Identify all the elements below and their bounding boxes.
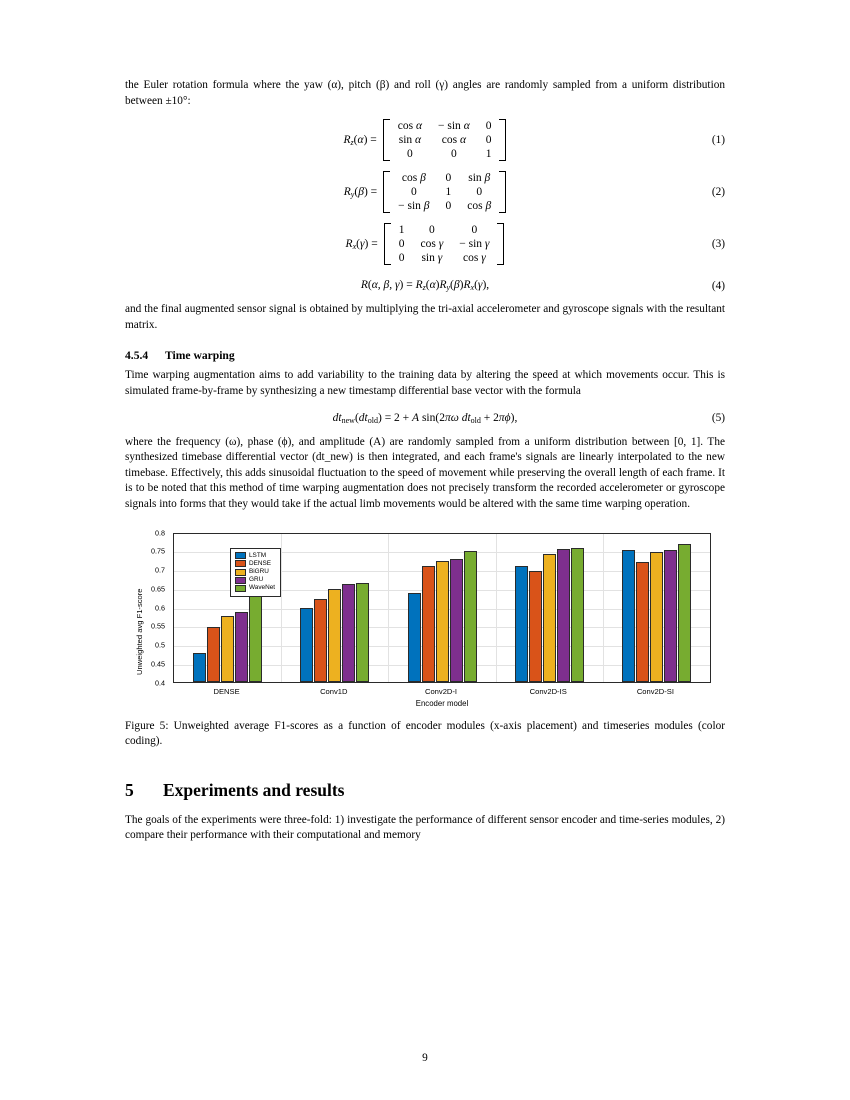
equation-1-lhs: $R_z(\alpha)$ = xyxy=(343,133,377,147)
bar xyxy=(515,566,528,681)
chart-x-axis-label: Encoder model xyxy=(415,698,469,708)
y-tick: 0.65 xyxy=(151,584,165,594)
page-number: 9 xyxy=(422,1052,428,1064)
legend-item xyxy=(235,576,275,584)
legend-swatch xyxy=(235,585,246,592)
legend-item xyxy=(235,568,275,576)
bar xyxy=(356,583,369,682)
bar xyxy=(543,554,556,682)
equation-3 xyxy=(125,223,725,265)
paragraph-time-warping-1: Time warping augmentation aims to add variability to the training data by altering the speed at which movements occur. This is simulated frame-by-frame by synthesizing a new timestamp differential base vector with the formula xyxy=(125,369,725,397)
equation-4-number: (4) xyxy=(711,279,725,292)
bar xyxy=(678,544,691,682)
legend-swatch xyxy=(235,552,246,559)
chart-legend xyxy=(230,548,281,597)
paragraph-after-eq4: and the final augmented sensor signal is obtained by multiplying the tri-axial accelerometer and gyroscope signals with the resultant matrix. xyxy=(125,303,725,331)
bar-group xyxy=(281,534,388,682)
legend-swatch xyxy=(235,577,246,584)
paragraph-intro: the Euler rotation formula where the yaw (α), pitch (β) and roll (γ) angles are randomly sampled from a uniform distribution between ±10°: xyxy=(125,79,725,107)
bar xyxy=(408,593,421,682)
bar xyxy=(636,562,649,681)
bar xyxy=(664,550,677,681)
figure-5 xyxy=(125,525,725,750)
bar-group xyxy=(496,534,603,682)
bar xyxy=(557,549,570,681)
bar xyxy=(622,550,635,681)
equation-4-text: R(α, β, $\gamma) = R_z(\alpha)R_y(\beta)R_x(\gamma)$, xyxy=(360,279,490,293)
x-tick: Conv2D-SI xyxy=(636,686,674,696)
equation-3-lhs: $R_x(\gamma)$ = xyxy=(345,237,378,251)
section-heading-time-warping xyxy=(125,349,725,362)
section-title-experiments: Experiments and results xyxy=(163,779,345,800)
section-title-time-warping: Time warping xyxy=(165,349,235,363)
bar xyxy=(342,584,355,681)
legend-label: WaveNet xyxy=(249,584,276,592)
y-tick: 0.45 xyxy=(151,659,165,669)
bar-chart xyxy=(125,525,725,715)
equation-1-number: (1) xyxy=(711,134,725,147)
page-content xyxy=(125,78,725,844)
legend-label: GRU xyxy=(249,576,264,584)
equation-1 xyxy=(125,119,725,161)
section-heading-experiments xyxy=(125,780,725,801)
legend-item xyxy=(235,584,275,592)
legend-label: BiGRU xyxy=(249,567,269,575)
y-tick: 0.4 xyxy=(155,678,165,688)
bar xyxy=(235,612,248,681)
y-tick: 0.75 xyxy=(151,546,165,556)
bar-group xyxy=(388,534,495,682)
x-tick: Conv1D xyxy=(320,686,348,696)
equation-3-number: (3) xyxy=(711,238,725,251)
legend-label: DENSE xyxy=(249,559,272,567)
equation-2-lhs: $R_y(\beta)$ = xyxy=(343,185,378,199)
equation-2 xyxy=(125,171,725,213)
equation-5-text: $dt_{new}(dt_{old}) = 2 + A$ sin(2πω $dt_{old} + 2\pi\phi$), xyxy=(332,411,518,425)
legend-item xyxy=(235,560,275,568)
bar xyxy=(328,589,341,682)
x-tick: Conv2D-IS xyxy=(529,686,567,696)
legend-item xyxy=(235,552,275,560)
section-number-experiments: 5 xyxy=(125,779,134,800)
bar xyxy=(650,552,663,682)
legend-swatch xyxy=(235,560,246,567)
bar xyxy=(464,551,477,682)
matrix-3: 1 0 0 0 cos γ − sin γ 0 sin γ cos γ xyxy=(384,223,505,265)
bar xyxy=(249,589,262,682)
y-tick: 0.6 xyxy=(155,603,165,613)
bar-group xyxy=(603,534,710,682)
section-number-time-warping: 4.5.4 xyxy=(125,349,149,363)
legend-label: LSTM xyxy=(249,551,267,559)
bar xyxy=(529,571,542,681)
bar xyxy=(207,627,220,682)
equation-5 xyxy=(125,412,725,425)
chart-y-axis-label: Unweighted avg F1-score xyxy=(135,588,144,675)
equation-4 xyxy=(125,279,725,292)
y-tick: 0.8 xyxy=(155,528,165,538)
y-tick: 0.55 xyxy=(151,621,165,631)
equation-2-number: (2) xyxy=(711,186,725,199)
y-tick: 0.7 xyxy=(155,565,165,575)
bar xyxy=(314,599,327,681)
bar xyxy=(571,548,584,682)
y-tick: 0.5 xyxy=(155,640,165,650)
matrix-2: cos β 0 sin β 0 1 0 − sin β 0 cos β xyxy=(383,171,506,213)
paragraph-time-warping-2: where the frequency (ω), phase (ϕ), and amplitude (A) are randomly sampled from a uniform distribution between [0, 1]. The synthesized timebase differential vector (dt_new) is then integrated, and each frame's signals are linearly interpolated to the new timebase. Effectively, this adds sinusoidal fluctuation to the speed of movement while preserving the overall length of each frame. It is to be noted that this method of time warping augmentation does not precisely transform the recorded accelerometer or gyroscope signals into forms that they would take if the actual limb movements would be altered with the same time warping operation. xyxy=(125,435,725,510)
x-tick: Conv2D-I xyxy=(424,686,458,696)
bar xyxy=(450,559,463,682)
bar xyxy=(300,608,313,681)
matrix-1: cos α − sin α 0 sin α cos α 0 0 0 1 xyxy=(383,119,507,161)
bar xyxy=(193,653,206,682)
paragraph-experiments-1: The goals of the experiments were three-fold: 1) investigate the performance of different sensor encoder and time-series modules, 2) compare their performance with their computational and memory xyxy=(125,813,725,842)
bar xyxy=(436,561,449,682)
figure-caption: Figure 5: Unweighted average F1-scores as a function of encoder modules (x-axis placement) and timeseries modules (color coding). xyxy=(125,719,725,748)
bar xyxy=(422,566,435,681)
bar xyxy=(221,616,234,682)
legend-swatch xyxy=(235,569,246,576)
equation-5-number: (5) xyxy=(711,412,725,425)
x-tick: DENSE xyxy=(213,686,240,696)
chart-plot-area xyxy=(173,533,711,683)
